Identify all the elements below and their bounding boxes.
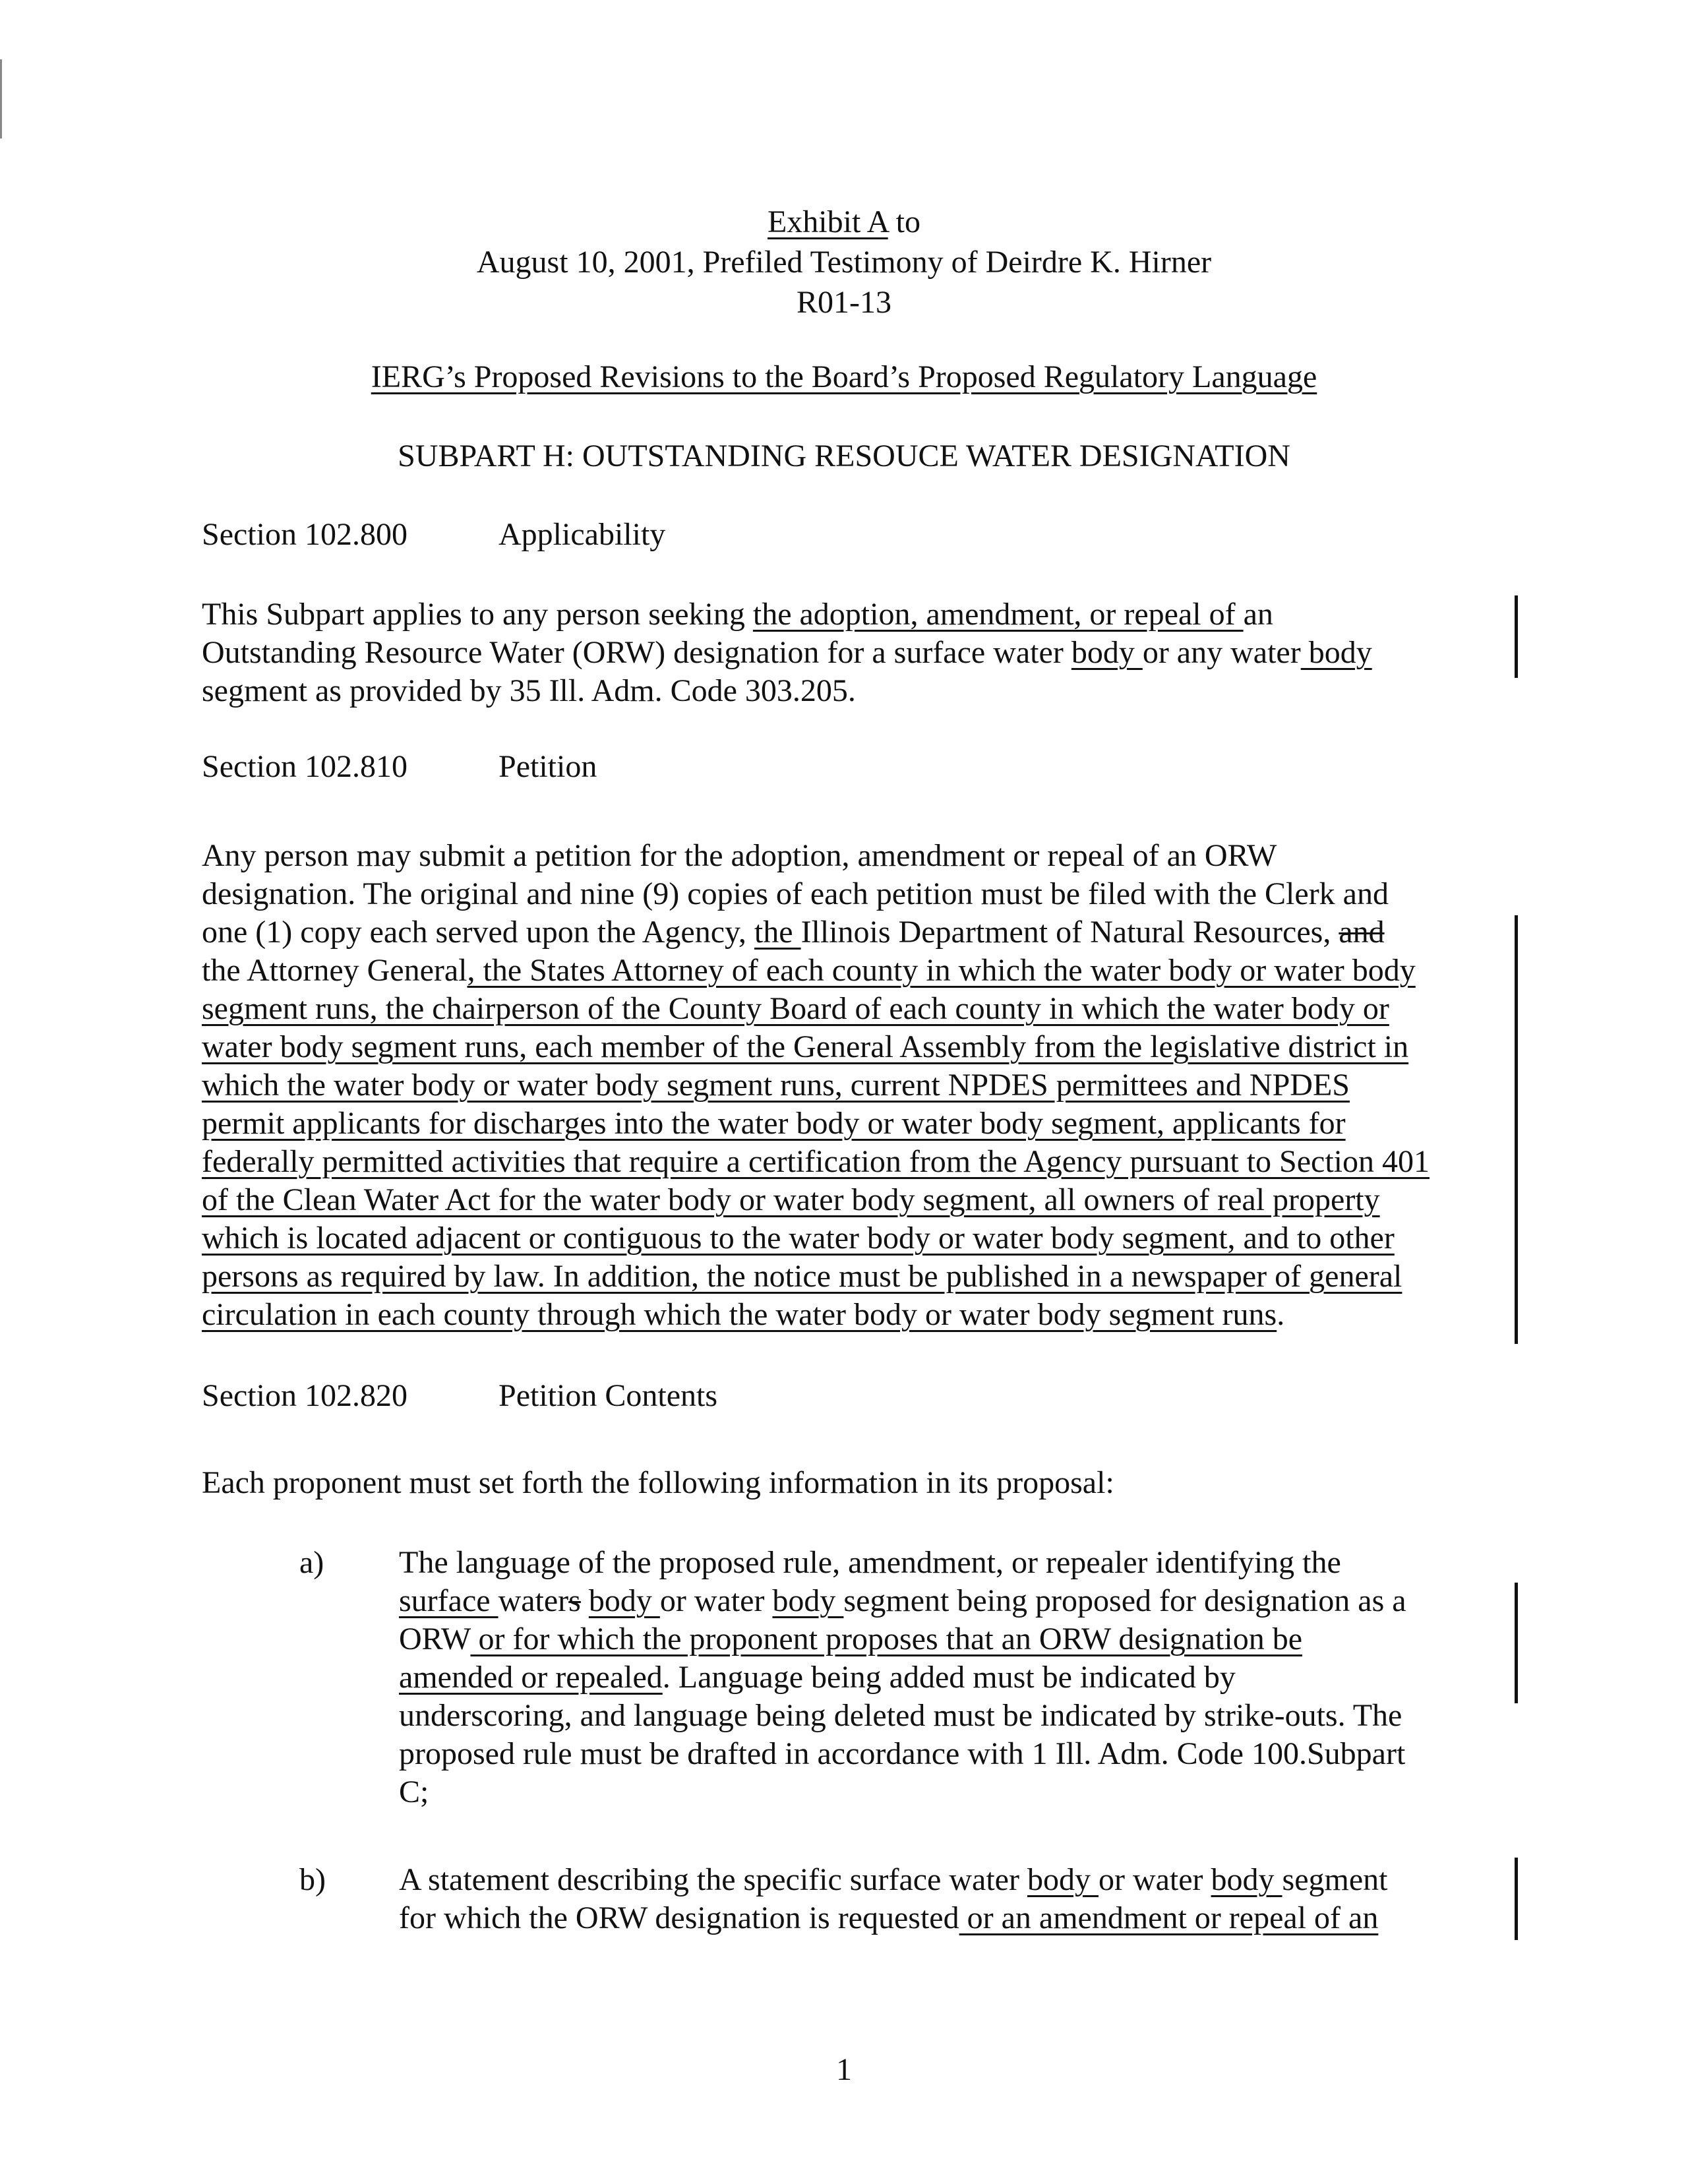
paragraph-line: water body segment runs, each member of the General Assembly from the legislative district in <box>202 1029 1409 1064</box>
paragraph-line: segment runs, the chairperson of the County Board of each county in which the water body or <box>202 991 1389 1026</box>
paragraph-line: Any person may submit a petition for the adoption, amendment or repeal of an ORW <box>202 838 1277 873</box>
paragraph-line: designation. The original and nine (9) copies of each petition must be filed with the Clerk and <box>202 876 1389 911</box>
section-820-intro: Each proponent must set forth the following information in its proposal: <box>202 1465 1114 1500</box>
item-b-text <box>399 1861 1388 1937</box>
paragraph-line: which the water body or water body segment runs, current NPDES permittees and NPDES <box>202 1068 1350 1103</box>
paragraph-line: circulation in each county through which the water body or water body segment runs. <box>202 1297 1285 1332</box>
section-800-heading <box>202 516 1125 554</box>
paragraph-line: proposed rule must be drafted in accordance with 1 Ill. Adm. Code 100.Subpart <box>399 1736 1406 1771</box>
testimony-line: August 10, 2001, Prefiled Testimony of Deirdre K. Hirner <box>476 245 1212 280</box>
section-810-number: Section 102.810 <box>202 749 407 784</box>
paragraph-line: C; <box>399 1774 429 1809</box>
section-820-heading <box>202 1377 1125 1415</box>
paragraph-line: underscoring, and language being deleted must be indicated by strike-outs. The <box>399 1698 1402 1733</box>
paragraph-line: This Subpart applies to any person seeking the adoption, amendment, or repeal of an <box>202 597 1273 632</box>
revision-bar <box>1515 1858 1518 1940</box>
paragraph-line: segment as provided by 35 Ill. Adm. Code 303.205. <box>202 673 856 708</box>
paragraph-line: which is located adjacent or contiguous to the water body or water body segment, and to other <box>202 1221 1395 1256</box>
paragraph-line: permit applicants for discharges into the water body or water body segment, applicants for <box>202 1106 1346 1141</box>
subpart-heading: SUBPART H: OUTSTANDING RESOUCE WATER DESIGNATION <box>398 439 1290 473</box>
exhibit-to: to <box>888 204 921 239</box>
paragraph-line: ORW or for which the proponent proposes that an ORW designation be <box>399 1622 1302 1656</box>
section-800-title: Applicability <box>498 517 666 552</box>
document-subtitle <box>0 358 1688 396</box>
paragraph-line: surface waters body or water body segment being proposed for designation as a <box>399 1583 1406 1618</box>
paragraph-line: The language of the proposed rule, amendment, or repealer identifying the <box>399 1545 1341 1580</box>
paragraph-line: one (1) copy each served upon the Agency, the Illinois Department of Natural Resources, and <box>202 915 1385 950</box>
item-a-label: a) <box>299 1545 324 1580</box>
section-820-title: Petition Contents <box>498 1378 718 1413</box>
section-810-heading <box>202 748 1125 786</box>
section-810-paragraph <box>202 837 1430 1334</box>
revision-bar <box>1515 915 1518 1344</box>
item-b-label: b) <box>299 1862 326 1897</box>
paragraph-line: Outstanding Resource Water (ORW) designation for a surface water body or any water body <box>202 635 1372 670</box>
paragraph-line: persons as required by law. In addition, the notice must be published in a newspaper of general <box>202 1259 1402 1294</box>
paragraph-line: A statement describing the specific surface water body or water body segment <box>399 1862 1388 1897</box>
paragraph-line: amended or repealed. Language being added must be indicated by <box>399 1660 1236 1695</box>
subtitle-text: IERG’s Proposed Revisions to the Board’s Proposed Regulatory Language <box>371 359 1317 394</box>
revision-bar <box>1515 1583 1518 1703</box>
paragraph-line: federally permitted activities that require a certification from the Agency pursuant to Section 401 <box>202 1144 1430 1179</box>
paragraph-line: for which the ORW designation is requested or an amendment or repeal of an <box>399 1900 1379 1935</box>
paragraph-line: the Attorney General, the States Attorney of each county in which the water body or water body <box>202 953 1416 988</box>
exhibit-heading <box>0 203 1688 241</box>
item-a-text <box>399 1544 1406 1811</box>
exhibit-label: Exhibit A <box>767 204 888 239</box>
revision-bar <box>1515 595 1518 678</box>
section-800-number: Section 102.800 <box>202 517 407 552</box>
scan-edge-mark <box>0 59 2 138</box>
section-820-number: Section 102.820 <box>202 1378 407 1413</box>
page-number: 1 <box>836 2052 852 2087</box>
section-800-paragraph <box>202 595 1372 710</box>
section-810-title: Petition <box>498 749 597 784</box>
docket-number: R01-13 <box>797 285 891 320</box>
paragraph-line: of the Clean Water Act for the water body or water body segment, all owners of real property <box>202 1182 1380 1217</box>
